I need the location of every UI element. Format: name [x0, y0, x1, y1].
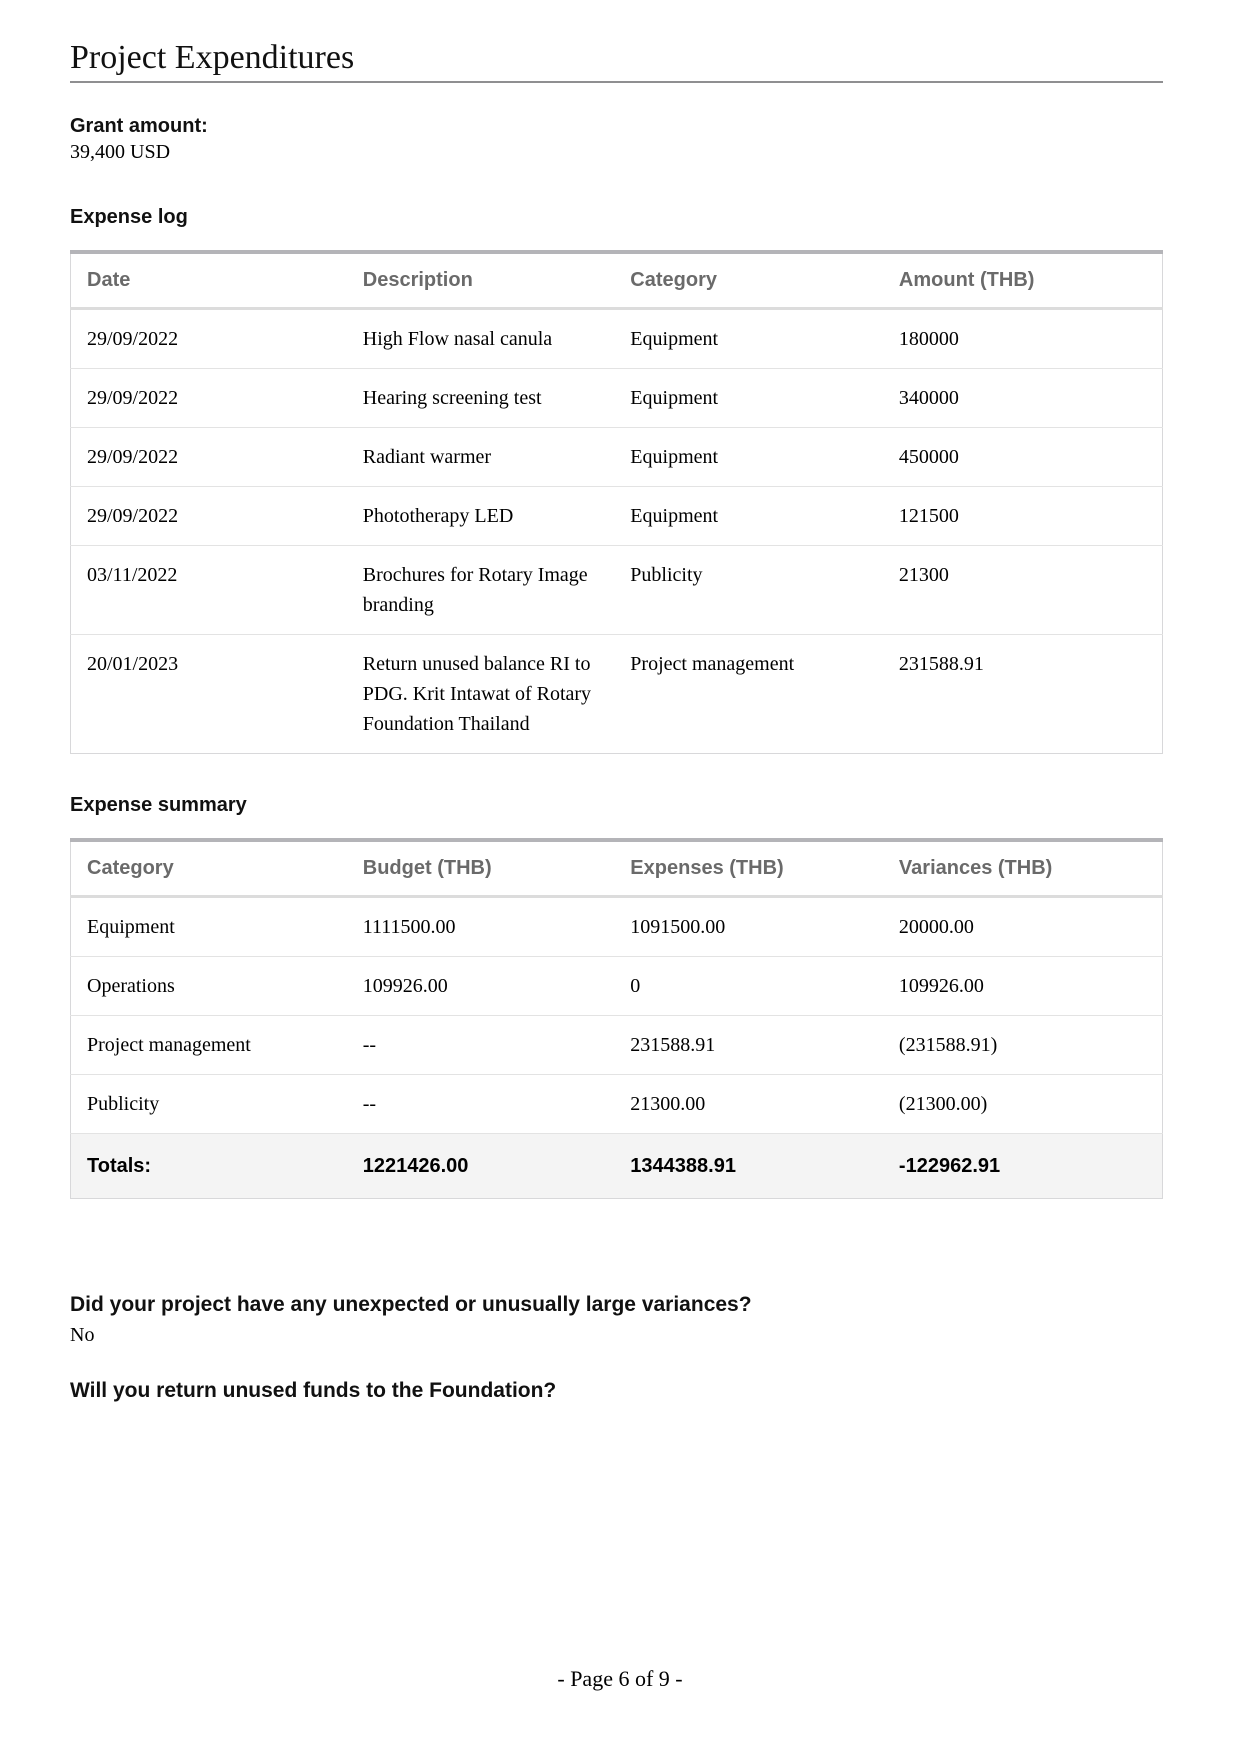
page-title: Project Expenditures	[70, 38, 1163, 83]
expense-log-header-row	[71, 252, 1163, 309]
totals-row	[71, 1134, 1163, 1199]
page-footer: - Page 6 of 9 -	[557, 1666, 683, 1691]
cell-category: Equipment	[614, 369, 883, 428]
cell-amount: 180000	[898, 328, 959, 350]
expense-summary-header-row	[71, 840, 1163, 897]
cell-description: High Flow nasal canula	[362, 328, 553, 350]
cell-date: 29/09/2022	[71, 487, 347, 546]
cell-category: Equipment	[614, 428, 883, 487]
totals-label: Totals:	[71, 1134, 347, 1199]
grant-amount-value: 39,400 USD	[70, 141, 171, 163]
cell-budget: 1111500.00	[362, 916, 456, 938]
cell-description: Return unused balance RI to PDG. Krit Intawat of Rotary Foundation Thailand	[347, 635, 615, 754]
cell-description: Radiant warmer	[347, 428, 615, 487]
cell-amount: 121500	[883, 487, 1163, 546]
cell-variances: 109926.00	[883, 957, 1163, 1016]
expense-log-row	[71, 487, 1163, 546]
cell-date: 29/09/2022	[71, 428, 347, 487]
cell-date: 20/01/2023	[71, 635, 347, 754]
page-content	[70, 0, 1163, 1404]
expense-log-heading: Expense log	[70, 206, 188, 228]
cell-expenses: 1091500.00	[630, 916, 726, 938]
column-header-amount: Amount (THB)	[883, 252, 1163, 309]
cell-variances: (21300.00)	[883, 1075, 1163, 1134]
expense-summary-row	[71, 897, 1163, 957]
variances-question: Did your project have any unexpected or unusually large variances?	[70, 1293, 752, 1316]
totals-budget: 1221426.00	[347, 1134, 615, 1199]
variances-answer: No	[70, 1324, 95, 1346]
cell-amount: 340000	[883, 369, 1163, 428]
cell-amount: 21300	[883, 546, 1163, 635]
cell-expenses: 0	[614, 957, 883, 1016]
expense-summary-row	[71, 957, 1163, 1016]
cell-date: 29/09/2022	[71, 369, 347, 428]
cell-category: Equipment	[614, 487, 883, 546]
expense-summary-row	[71, 1016, 1163, 1075]
column-header-budget: Budget (THB)	[347, 840, 615, 897]
cell-expenses: 21300.00	[614, 1075, 883, 1134]
cell-variances: 20000.00	[898, 916, 974, 938]
cell-category: Project management	[71, 1016, 347, 1075]
cell-expenses: 231588.91	[614, 1016, 883, 1075]
column-header-description: Description	[347, 252, 615, 309]
column-header-category: Category	[71, 840, 347, 897]
cell-category: Equipment	[630, 328, 719, 350]
cell-date: 29/09/2022	[87, 328, 179, 350]
cell-amount: 450000	[883, 428, 1163, 487]
column-header-expenses: Expenses (THB)	[614, 840, 883, 897]
cell-description: Phototherapy LED	[347, 487, 615, 546]
cell-budget: --	[347, 1075, 615, 1134]
cell-budget: --	[347, 1016, 615, 1075]
grant-amount-label: Grant amount:	[70, 115, 208, 137]
cell-description: Hearing screening test	[347, 369, 615, 428]
expense-log-table	[70, 250, 1163, 754]
column-header-category: Category	[614, 252, 883, 309]
cell-category: Publicity	[71, 1075, 347, 1134]
cell-category: Publicity	[614, 546, 883, 635]
expense-log-row	[71, 635, 1163, 754]
expense-log-row	[71, 309, 1163, 369]
totals-variances: -122962.91	[883, 1134, 1163, 1199]
expense-summary-table	[70, 838, 1163, 1199]
expense-log-row	[71, 546, 1163, 635]
cell-variances: (231588.91)	[883, 1016, 1163, 1075]
cell-description: Brochures for Rotary Image branding	[347, 546, 615, 635]
cell-amount: 231588.91	[883, 635, 1163, 754]
expense-summary-row	[71, 1075, 1163, 1134]
cell-budget: 109926.00	[347, 957, 615, 1016]
expense-summary-heading: Expense summary	[70, 794, 247, 816]
cell-date: 03/11/2022	[71, 546, 347, 635]
expense-log-row	[71, 428, 1163, 487]
cell-category: Equipment	[87, 916, 175, 938]
totals-expenses: 1344388.91	[614, 1134, 883, 1199]
expense-log-row	[71, 369, 1163, 428]
column-header-variances: Variances (THB)	[883, 840, 1163, 897]
cell-category: Project management	[614, 635, 883, 754]
return-funds-question: Will you return unused funds to the Foundation?	[70, 1379, 557, 1402]
column-header-date: Date	[71, 252, 347, 309]
cell-category: Operations	[71, 957, 347, 1016]
